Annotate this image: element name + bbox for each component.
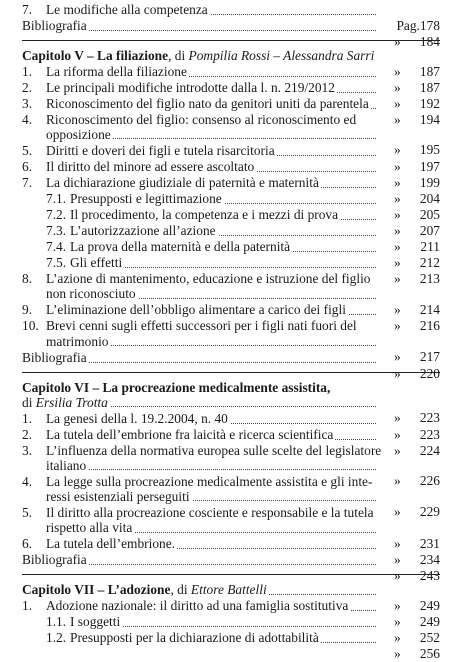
entry-number: 3. (22, 96, 33, 111)
entry-title (46, 443, 381, 458)
page-number-value: 220 (419, 365, 440, 381)
entry-title (46, 2, 376, 17)
raquo-mark: » (394, 64, 401, 79)
entry-title-text: La dichiarazione giudiziale di paternità e maternità (46, 175, 319, 191)
page-number-value: 224 (419, 442, 440, 458)
raquo-mark: » (394, 255, 401, 271)
entry-number: 7.4. (46, 239, 67, 255)
raquo-mark: » (394, 614, 401, 630)
raquo-mark: » (394, 301, 401, 317)
entry-title (70, 239, 376, 254)
entry-title (70, 630, 376, 645)
toc-row[interactable] (22, 18, 440, 49)
entry-title-text: L’eliminazione dell’obbligo alimentare a carico dei figli (46, 302, 346, 318)
raquo-mark: » (394, 426, 401, 442)
author-lead: , di (170, 582, 191, 598)
entry-number: 7. (22, 175, 33, 191)
page-number-value: 234 (419, 552, 440, 568)
entry-title-text: La genesi della l. 19.2.2004, n. 40 (46, 410, 228, 426)
page-number-value: 231 (419, 535, 440, 551)
raquo-mark: » (394, 239, 401, 255)
entry-number: 4. (22, 474, 33, 489)
raquo-mark: » (394, 191, 401, 207)
entry-title (46, 302, 376, 317)
entry-number: 9. (22, 302, 33, 318)
entry-number: 1.1. (46, 614, 67, 630)
entry-title-text: La riforma della filiazione (46, 64, 187, 79)
entry-title (46, 474, 372, 489)
raquo-mark: » (394, 96, 401, 111)
bibliography-label-text: Bibliografia (22, 18, 87, 33)
bibliography-label-text: Bibliografia (22, 552, 87, 568)
entry-title-text: Presupposti per la dichiarazione di adottabilità (70, 630, 319, 646)
entry-number: 4. (22, 112, 33, 127)
raquo-mark: » (394, 552, 401, 568)
entry-number: 3. (22, 442, 33, 458)
entry-number: 1.2. (46, 630, 67, 646)
page-number-value: 204 (419, 191, 440, 207)
raquo-mark: » (394, 112, 401, 127)
chapter-title: Capitolo V – La filiazione (22, 48, 169, 63)
entry-title-text: Il diritto alla procreazione cosciente e responsabile e la tutela (46, 505, 374, 521)
entry-title-cont-text: rispetto alla vita (46, 520, 133, 536)
entry-title-cont-text: italiano (46, 457, 87, 473)
entry-title (46, 96, 376, 111)
entry-title (46, 411, 376, 426)
entry-title-cont (46, 334, 376, 349)
entry-number: 10. (22, 318, 39, 334)
entry-title-text: L’autorizzazione all’azione (70, 223, 216, 239)
entry-number: 1. (22, 598, 33, 614)
entry-number: 1. (22, 64, 33, 79)
chapter-heading (22, 48, 376, 63)
entry-number: 1. (22, 410, 33, 426)
entry-title-text: Il procedimento, la competenza e i mezzi di prova (70, 207, 339, 223)
chapter-author: Ersilia Trotta (35, 394, 108, 410)
entry-title-text: I soggetti (70, 614, 121, 630)
page-number-value: 243 (419, 568, 440, 584)
entry-number: 7.2. (46, 207, 67, 223)
page-number-value: 223 (419, 426, 440, 442)
raquo-mark: » (394, 175, 401, 191)
page-prefix-label: Pag. (396, 18, 420, 33)
chapter-heading-text (22, 582, 269, 597)
entry-title-cont-text: matrimonio (46, 333, 109, 349)
entry-title (46, 159, 376, 174)
entry-title-text: Le principali modifiche introdotte dalla l. n. 219/2012 (46, 80, 335, 95)
entry-title-text: L’azione di mantenimento, educazione e istruzione del figlio (46, 271, 371, 287)
author-lead: , di (168, 48, 189, 63)
entry-title-text: Presupposti e legittimazione (70, 191, 222, 207)
page-number-value: 192 (419, 96, 440, 111)
chapter-author-line (22, 395, 376, 410)
chapter-rule (22, 574, 440, 575)
page-number-value: 211 (420, 239, 440, 255)
entry-title (46, 427, 376, 442)
toc-row[interactable] (22, 630, 440, 662)
entry-title-cont-text: ressi esistenziali perseguiti (46, 489, 190, 505)
raquo-mark: » (394, 365, 401, 381)
page-number-value: 184 (419, 34, 440, 49)
chapter-heading (22, 380, 440, 395)
entry-title-text: Riconoscimento del figlio: consenso al riconoscimento ed (46, 112, 357, 127)
entry-title-text: Riconoscimento del figlio nato da genitori uniti da parentela (46, 96, 369, 111)
bibliography-label-text: Bibliografia (22, 349, 87, 365)
raquo-mark: » (394, 504, 401, 520)
raquo-mark: » (394, 598, 401, 614)
entry-number: 7.3. (46, 223, 67, 239)
entry-title (46, 112, 356, 127)
page-number-value: 229 (419, 504, 440, 520)
raquo-mark: » (394, 142, 401, 158)
chapter-heading (22, 582, 376, 597)
page-number-value: 205 (419, 207, 440, 223)
raquo-mark: » (394, 207, 401, 223)
raquo-mark: » (394, 271, 401, 287)
entry-number: 6. (22, 159, 33, 175)
author-prefix: di (22, 394, 36, 410)
entry-number: 2. (22, 80, 33, 95)
entry-title-text: La prova della maternità e della paternità (70, 239, 291, 255)
entry-title (46, 271, 371, 286)
entry-title (70, 207, 376, 222)
entry-title (46, 143, 376, 158)
chapter-title: Capitolo VI – La procreazione medicalmente assistita, (22, 379, 331, 395)
raquo-mark: » (394, 34, 401, 49)
entry-title (46, 64, 376, 79)
raquo-mark: » (394, 646, 401, 662)
bibliography-label (22, 18, 376, 33)
chapter-author: Ettore Battelli (190, 582, 267, 598)
toc-row[interactable] (22, 349, 440, 381)
page-number-value: 249 (419, 614, 440, 630)
entry-number: 2. (22, 426, 33, 442)
page-number-value: 212 (419, 255, 440, 271)
toc-row[interactable] (22, 552, 440, 584)
entry-title-text: La legge sulla procreazione medicalmente assistita e gli inte- (46, 474, 373, 489)
chapter-title: Capitolo VII – L’adozione (22, 582, 171, 598)
bibliography-label (22, 552, 376, 567)
chapter-rule (22, 372, 440, 373)
entry-title-cont (46, 286, 376, 301)
chapter-heading-text (22, 48, 376, 63)
page-number-value: 216 (419, 318, 440, 334)
entry-title-cont (46, 489, 376, 504)
entry-title (46, 505, 374, 520)
page-number-value: 256 (419, 646, 440, 662)
raquo-mark: » (394, 568, 401, 584)
bibliography-label (22, 350, 376, 365)
raquo-mark: » (394, 442, 401, 458)
entry-title-cont (46, 458, 376, 473)
raquo-mark: » (394, 630, 401, 646)
raquo-mark: » (394, 409, 401, 425)
entry-title-text: Il diritto del minore ad essere ascoltato (46, 159, 255, 175)
entry-title-text: Diritti e doveri dei figli e tutela risarcitoria (46, 143, 275, 159)
page-number-value: 217 (419, 348, 440, 364)
entry-title (46, 536, 376, 551)
page-number-value: 249 (419, 598, 440, 614)
entry-title-cont (46, 520, 376, 535)
entry-number: 7. (22, 2, 33, 17)
page-number-value: 214 (419, 301, 440, 317)
page-number-value: 178 (419, 18, 440, 33)
raquo-mark: » (394, 318, 401, 334)
entry-title-text: L’influenza della normativa europea sulle scelte del legislatore (46, 442, 382, 458)
entry-number: 7.5. (46, 255, 67, 271)
raquo-mark: » (394, 80, 401, 95)
entry-title (46, 80, 376, 95)
page-number-value: 207 (419, 223, 440, 239)
entry-title (46, 318, 357, 333)
entry-title (70, 191, 376, 206)
raquo-mark: » (394, 159, 401, 175)
raquo-mark: » (394, 535, 401, 551)
entry-title-cont-text: opposizione (46, 127, 111, 143)
entry-title (70, 255, 376, 270)
page-number-value: 252 (419, 630, 440, 646)
page-number-value: 226 (419, 473, 440, 489)
entry-number: 7.1. (46, 191, 67, 207)
page-number-value: 223 (419, 409, 440, 425)
chapter-author-wrap (22, 395, 110, 410)
entry-number: 8. (22, 271, 33, 287)
entry-title-text: Brevi cenni sugli effetti successori per i figli nati fuori del (46, 318, 357, 334)
entry-title-text: La tutela dell’embrione. (46, 536, 176, 552)
page-number-value: 213 (419, 271, 440, 287)
page-number-value: 194 (419, 112, 440, 127)
entry-title (70, 223, 376, 238)
raquo-mark: » (394, 348, 401, 364)
entry-title-cont (46, 127, 376, 142)
page-number-value: 197 (419, 159, 440, 175)
entry-title (70, 614, 376, 629)
page-number-value: 199 (419, 175, 440, 191)
entry-title-text: Le modifiche alla competenza (46, 2, 208, 17)
entry-number: 6. (22, 536, 33, 552)
chapter-rule (22, 40, 440, 41)
entry-number: 5. (22, 505, 33, 521)
raquo-mark: » (394, 223, 401, 239)
entry-title (46, 598, 376, 613)
page-number-value: 187 (419, 64, 440, 79)
entry-title-text: Gli effetti (70, 255, 123, 271)
chapter-author: Pompilia Rossi – Alessandra Sarri (188, 48, 375, 63)
page-number-value: 187 (419, 80, 440, 95)
entry-title (46, 175, 376, 190)
entry-number: 5. (22, 143, 33, 159)
raquo-mark: » (394, 473, 401, 489)
page-number-value: 195 (419, 142, 440, 158)
entry-title-text: La tutela dell’embrione fra laicità e ricerca scientifica (46, 426, 334, 442)
entry-title-cont-text: non riconosciuto (46, 286, 136, 302)
entry-title-text: Adozione nazionale: il diritto ad una famiglia sostitutiva (46, 598, 349, 614)
